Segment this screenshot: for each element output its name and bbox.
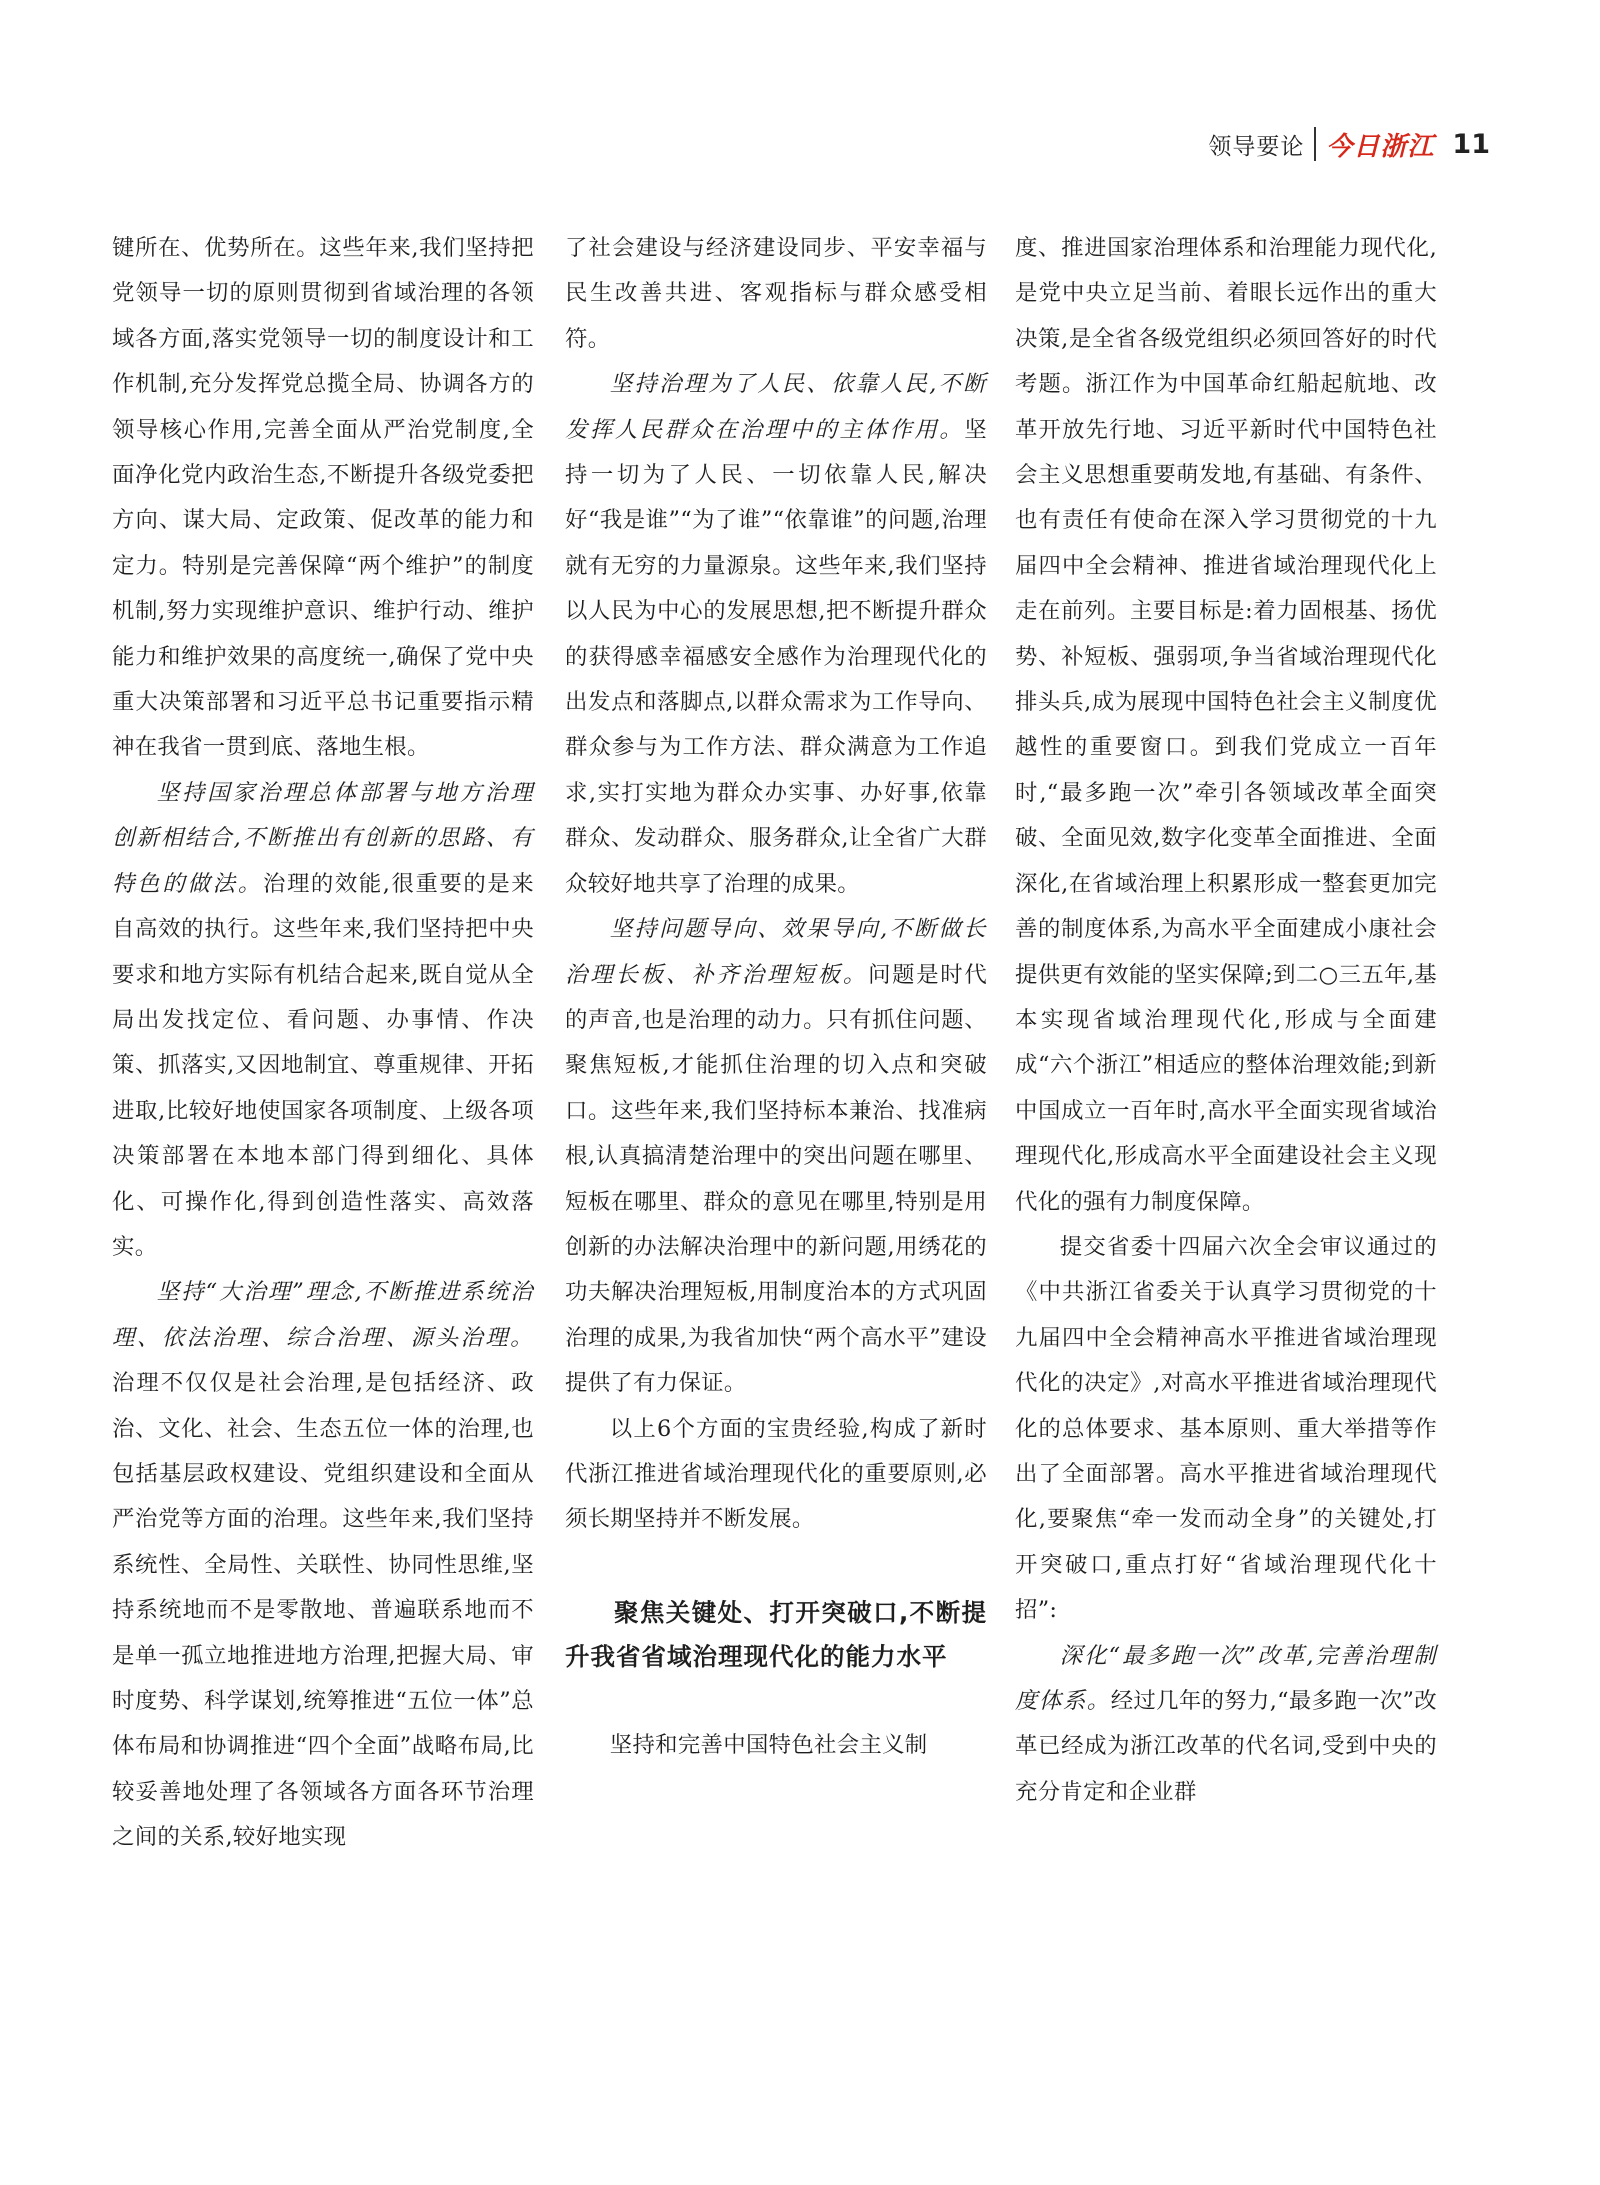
body-text: 治理不仅仅是社会治理,是包括经济、政治、文化、社会、生态五位一体的治理,也包括基层政权建设、党组织建设和全面从严治党等方面的治理。这些年来,我们坚持系统性、全局性、关联性、协同性思维,坚持系统地而不是零散地、普遍联系地而不是单一孤立地推进地方治理,把握大局、审时度势、科学谋划,统筹推进“五位一体”总体布局和协调推进“四个全面”战略布局,比较妥善地处理了各领域各方面各环节治理之间的关系,较好地实现 — [112, 1370, 534, 1851]
lead-sentence: 坚持国家治理总体部署与地方治理创新相结合,不断推出有创新的思路、有特色的做法。 — [112, 779, 534, 897]
lead-sentence: 坚持“大治理”理念,不断推进系统治理、依法治理、综合治理、源头治理。 — [112, 1279, 534, 1351]
lead-sentence: 坚持治理为了人民、依靠人民,不断发挥人民群众在治理中的主体作用。 — [565, 371, 987, 443]
section-heading: 聚焦关键处、打开突破口,不断提升我省省域治理现代化的能力水平 — [565, 1597, 987, 1671]
body-text: 治理的效能,很重要的是来自高效的执行。这些年来,我们坚持把中央要求和地方实际有机结合起来,既自觉从全局出发找定位、看问题、办事情、作决策、抓落实,又因地制宜、尊重规律、开拓进取,比较好地使国家各项制度、上级各项决策部署在本地本部门得到细化、具体化、可操作化,得到创造性落实、高效落实。 — [112, 870, 535, 1260]
page-header — [1208, 122, 1490, 166]
lead-sentence: 深化“最多跑一次”改革,完善治理制度体系。 — [1015, 1642, 1437, 1714]
body-text: 问题是时代的声音,也是治理的动力。只有抓住问题、聚焦短板,才能抓住治理的切入点和突破口。这些年来,我们坚持标本兼治、找准病根,认真搞清楚治理中的突出问题在哪里、短板在哪里、群众的意见在哪里,特别是用创新的办法解决治理中的新问题,用绣花的功夫解决治理短板,用制度治本的方式巩固治理的成果,为我省加快“两个高水平”建设提供了有力保证。 — [565, 961, 988, 1397]
paragraph — [565, 362, 987, 907]
column-1 — [112, 226, 534, 1861]
lead-sentence: 坚持问题导向、效果导向,不断做长治理长板、补齐治理短板。 — [565, 916, 987, 988]
page-number: 11 — [1452, 128, 1490, 160]
body-text: 坚持一切为了人民、一切依靠人民,解决好“我是谁”“为了谁”“依靠谁”的问题,治理就有无穷的力量源泉。这些年来,我们坚持以人民为中心的发展思想,把不断提升群众的获得感幸福感安全感作为治理现代化的出发点和落脚点,以群众需求为工作导向、群众参与为工作方法、群众满意为工作追求,实打实地为群众办实事、办好事,依靠群众、发动群众、服务群众,让全省广大群众较好地共享了治理的成果。 — [565, 416, 987, 897]
paragraph: 键所在、优势所在。这些年来,我们坚持把党领导一切的原则贯彻到省域治理的各领域各方面,落实党领导一切的制度设计和工作机制,充分发挥党总揽全局、协调各方的领导核心作用,完善全面从严治党制度,全面净化党内政治生态,不断提升各级党委把方向、谋大局、定政策、促改革的能力和定力。特别是完善保障“两个维护”的制度机制,努力实现维护意识、维护行动、维护能力和维护效果的高度统一,确保了党中央重大决策部署和习近平总书记重要指示精神在我省一贯到底、落地生根。 — [112, 235, 534, 761]
column-3 — [1015, 226, 1437, 1815]
paragraph — [565, 907, 987, 1406]
body-text: 经过几年的努力,“最多跑一次”改革已经成为浙江改革的代名词,受到中央的充分肯定和企业群 — [1015, 1688, 1438, 1805]
section-label: 领导要论 — [1208, 133, 1305, 160]
column-2 — [565, 226, 987, 1768]
paragraph — [112, 771, 534, 1270]
brand-logo-text: 今日浙江 — [1326, 131, 1435, 162]
paragraph: 坚持和完善中国特色社会主义制 — [609, 1731, 928, 1758]
paragraph: 了社会建设与经济建设同步、平安幸福与民生改善共进、客观指标与群众感受相符。 — [565, 235, 987, 352]
paragraph: 以上6个方面的宝贵经验,构成了新时代浙江推进省域治理现代化的重要原则,必须长期坚持并不断发展。 — [565, 1415, 987, 1533]
paragraph: 提交省委十四届六次全会审议通过的《中共浙江省委关于认真学习贯彻党的十九届四中全会精神高水平推进省域治理现代化的决定》,对高水平推进省域治理现代化的总体要求、基本原则、重大举措等作出了全面部署。高水平推进省域治理现代化,要聚焦“牵一发而动全身”的关键处,打开突破口,重点打好“省域治理现代化十招”: — [1015, 1233, 1437, 1624]
paragraph — [112, 1270, 534, 1860]
paragraph — [1015, 1634, 1437, 1816]
header-divider — [1314, 127, 1316, 161]
paragraph: 度、推进国家治理体系和治理能力现代化,是党中央立足当前、着眼长远作出的重大决策,是全省各级党组织必须回答好的时代考题。浙江作为中国革命红船起航地、改革开放先行地、习近平新时代中国特色社会主义思想重要萌发地,有基础、有条件、也有责任有使命在深入学习贯彻党的十九届四中全会精神、推进省域治理现代化上走在前列。主要目标是:着力固根基、扬优势、补短板、强弱项,争当省域治理现代化排头兵,成为展现中国特色社会主义制度优越性的重要窗口。到我们党成立一百年时,“最多跑一次”牵引各领域改革全面突破、全面见效,数字化变革全面推进、全面深化,在省域治理上积累形成一整套更加完善的制度体系,为高水平全面建成小康社会提供更有效能的坚实保障;到二○三五年,基本实现省域治理现代化,形成与全面建成“六个浙江”相适应的整体治理效能;到新中国成立一百年时,高水平全面实现省域治理现代化,形成高水平全面建设社会主义现代化的强有力制度保障。 — [1015, 235, 1437, 1215]
